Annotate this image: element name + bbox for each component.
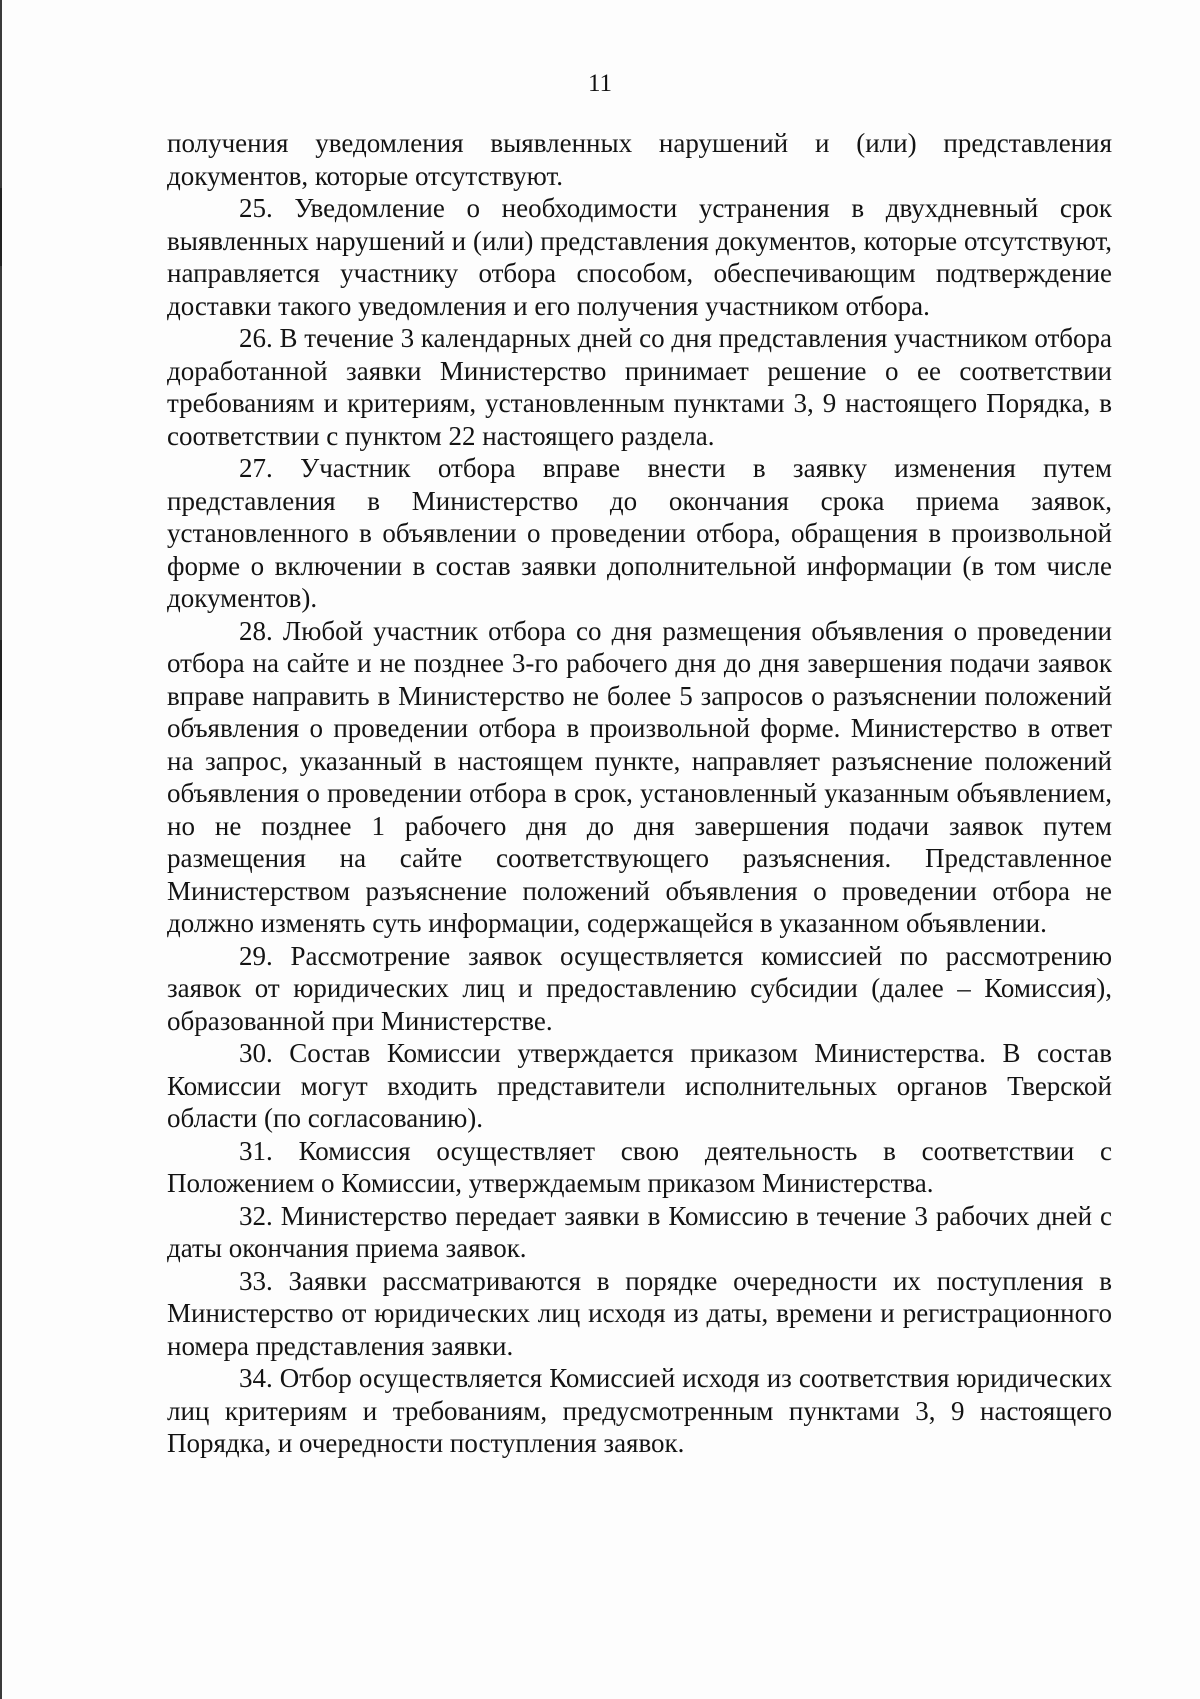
paragraph-27: 27. Участник отбора вправе внести в заявку изменения путем представления в Министерство до окончания срока приема заявок, установленного в объявлении о проведении отбора, обращения в произвольной форме о включении в состав заявки дополнительной информации (в том числе документов). [167, 453, 1112, 613]
scan-mark [0, 188, 2, 266]
paragraph-34: 34. Отбор осуществляется Комиссией исходя из соответствия юридических лиц критериям и требованиям, предусмотренным пунктами 3, 9 настоящего Порядка, и очередности поступления заявок. [167, 1363, 1112, 1458]
paragraph-continuation: получения уведомления выявленных нарушений и (или) представления документов, которые отсутствуют. [167, 128, 1112, 191]
paragraph-33: 33. Заявки рассматриваются в порядке очередности их поступления в Министерство от юридических лиц исходя из даты, времени и регистрационного номера представления заявки. [167, 1265, 1112, 1361]
paragraph-26: 26. В течение 3 календарных дней со дня представления участником отбора доработанной заявки Министерство принимает решение о ее соответствии требованиям и критериям, установленным пунктами 3, 9 настоящего Порядка, в соответствии с пунктом 22 настоящего раздела. [167, 323, 1112, 451]
paragraph-31: 31. Комиссия осуществляет свою деятельность в соответствии с Положением о Комиссии, утверждаемым приказом Министерства. [167, 1135, 1112, 1198]
paragraph-32: 32. Министерство передает заявки в Комиссию в течение 3 рабочих дней с даты окончания приема заявок. [167, 1200, 1112, 1263]
document-body [167, 127, 1112, 1460]
paragraph-28: 28. Любой участник отбора со дня размещения объявления о проведении отбора на сайте и не позднее 3-го рабочего дня до дня завершения подачи заявок вправе направить в Министерство не более 5 запросов о разъяснении положений объявления о проведении отбора в произвольной форме. Министерство в ответ на запрос, указанный в настоящем пункте, направляет разъяснение положений объявления о проведении отбора в срок, установленный указанным объявлением, но не позднее 1 рабочего дня до дня завершения подачи заявок путем размещения на сайте соответствующего разъяснения. Представленное Министерством разъяснение положений объявления о проведении отбора не должно изменять суть информации, содержащейся в указанном объявлении. [167, 615, 1112, 938]
page-number: 11 [587, 70, 613, 97]
paragraph-25: 25. Уведомление о необходимости устранения в двухдневный срок выявленных нарушений и (или) представления документов, которые отсутствуют, направляется участнику отбора способом, обеспечивающим подтверждение доставки такого уведомления и его получения участником отбора. [167, 193, 1112, 321]
scan-mark [0, 640, 2, 720]
paragraph-30: 30. Состав Комиссии утверждается приказом Министерства. В состав Комиссии могут входить представители исполнительных органов Тверской области (по согласованию). [167, 1038, 1112, 1133]
paragraph-29: 29. Рассмотрение заявок осуществляется комиссией по рассмотрению заявок от юридических лиц и предоставлению субсидии (далее – Комиссия), образованной при Министерстве. [167, 940, 1112, 1036]
